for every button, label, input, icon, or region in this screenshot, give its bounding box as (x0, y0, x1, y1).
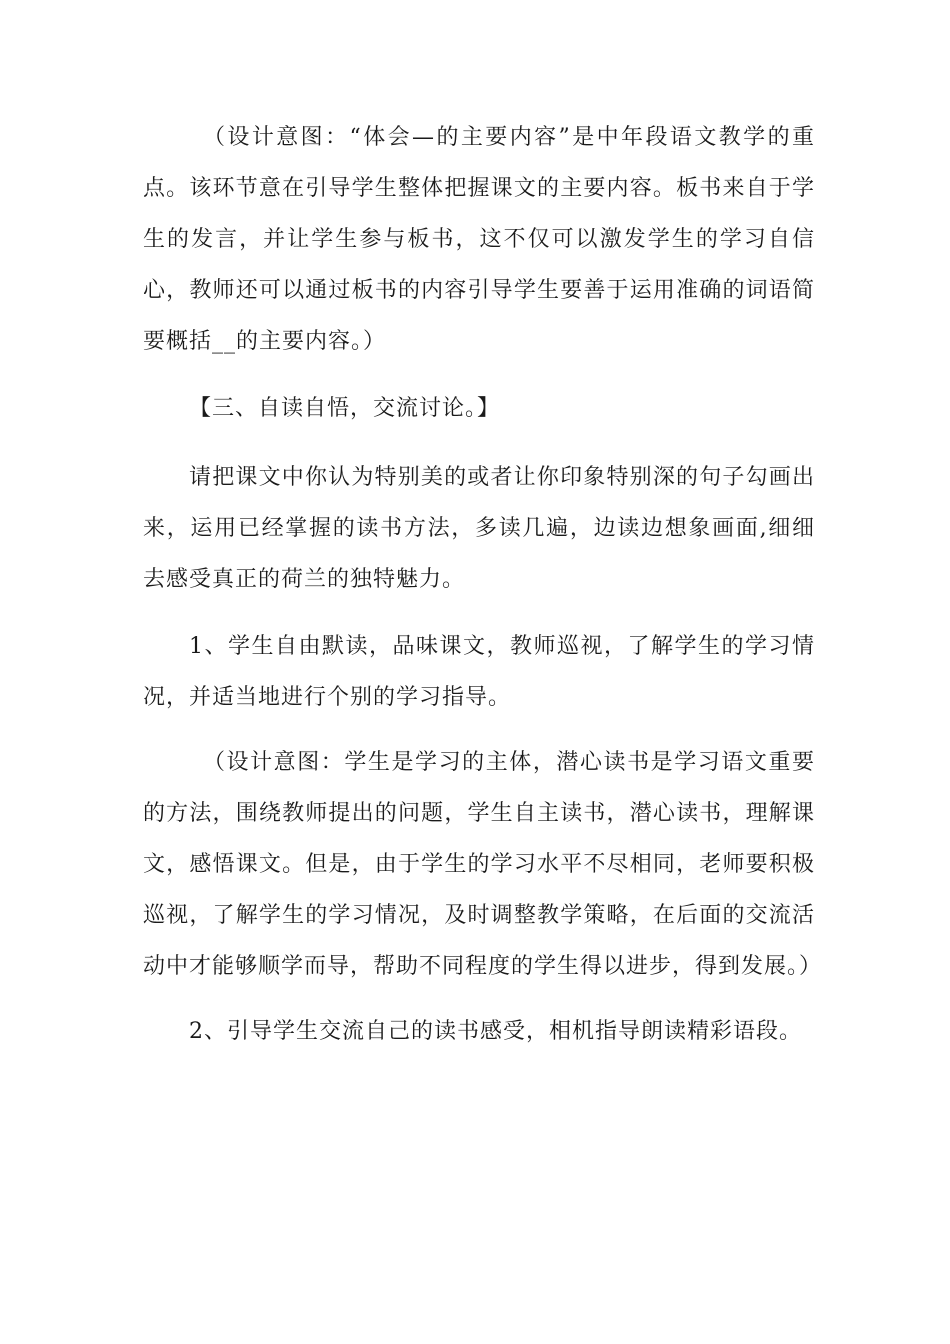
paragraph-spacer (143, 605, 815, 621)
design-intent-paragraph-1: （设计意图：“体会—的主要内容”是中年段语文教学的重点。该环节意在引导学生整体把握课文的主要内容。板书来自于学生的发言，并让学生参与板书，这不仅可以激发学生的学习自信心，教师还可以通过板书的内容引导学生要善于运用准确的词语简要概括__的主要内容。） (143, 125, 815, 354)
section-heading: 【三、自读自悟，交流讨论。】 (189, 396, 501, 421)
paragraph-spacer (143, 992, 815, 1006)
design-intent-paragraph-2: （设计意图：学生是学习的主体，潜心读书是学习语文重要的方法，围绕教师提出的问题，学生自主读书，潜心读书，理解课文，感悟课文。但是，由于学生的学习水平不尽相同，老师要积极巡视，了解学生的学习情况，及时调整教学策略，在后面的交流活动中才能够顺学而导，帮助不同程度的学生得以进步，得到发展。） (143, 750, 823, 979)
paragraph-spacer (143, 434, 815, 452)
paragraph-spacer (143, 367, 815, 383)
instruction-paragraph: 请把课文中你认为特别美的或者让你印象特别深的句子勾画出来，运用已经掌握的读书方法，多读几遍，边读边想象画面,细细去感受真正的荷兰的独特魅力。 (143, 465, 815, 592)
paragraph-spacer (143, 723, 815, 737)
document-body (143, 112, 823, 1057)
step-2-paragraph: 2、引导学生交流自己的读书感受，相机指导朗读精彩语段。 (189, 1019, 802, 1044)
step-1-paragraph: 1、学生自由默读，品味课文，教师巡视，了解学生的学习情况，并适当地进行个别的学习指导。 (143, 634, 815, 710)
